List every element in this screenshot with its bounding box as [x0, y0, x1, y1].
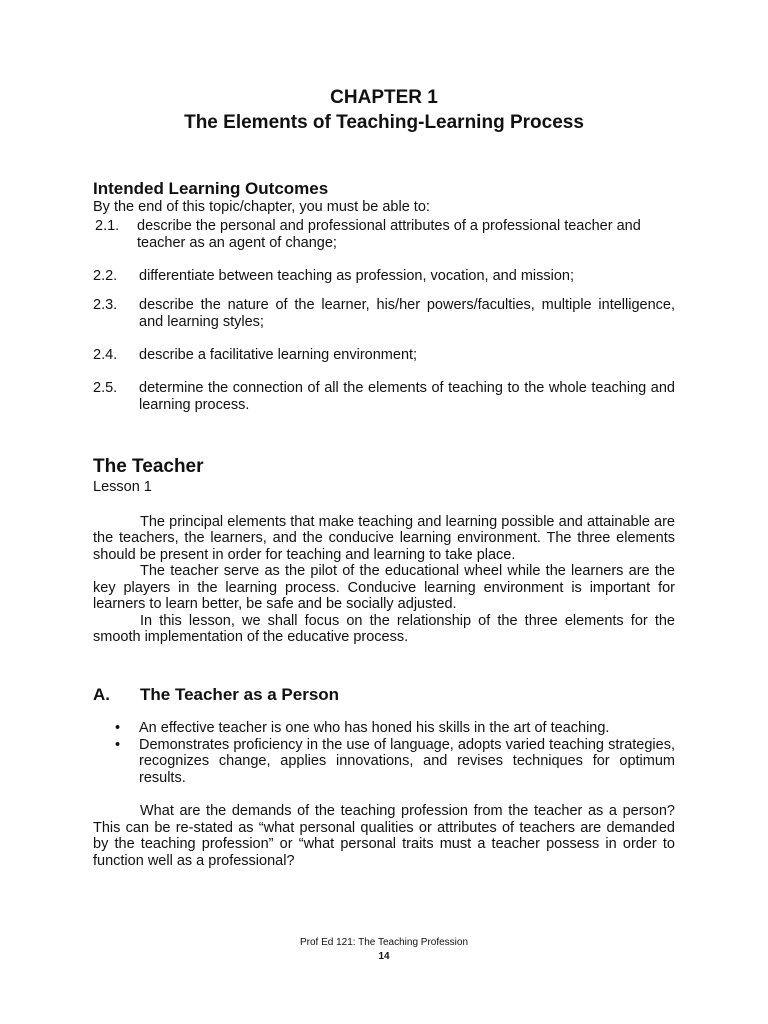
outcome-number: 2.2.: [93, 268, 118, 284]
page-footer: [0, 936, 768, 964]
bullet-text: Demonstrates proficiency in the use of language, adopts varied teaching strategies, recognizes change, applies innovations, and revises techniques for optimum results.: [139, 736, 675, 786]
outcome-item: [93, 268, 675, 285]
bullet-icon: •: [115, 736, 121, 753]
section-heading: [93, 684, 675, 706]
bullet-icon: •: [115, 720, 121, 736]
learning-outcomes-intro: By the end of this topic/chapter, you must be able to:: [93, 199, 430, 215]
outcome-text: describe the personal and professional attributes of a professional teacher and: [137, 218, 641, 234]
footer-course: Prof Ed 121: The Teaching Profession: [299, 937, 469, 948]
body-paragraph: The teacher serve as the pilot of the educational wheel while the learners are the key players in the learning process. Conducive learning environment is important for learners to learn better, be safe and be socially adjusted.: [93, 563, 675, 612]
question-paragraph: What are the demands of the teaching profession from the teacher as a person? This can be re-stated as “what personal qualities or attributes of teachers are demanded by the teaching profession” or “what personal traits must a teacher possess in order to function well as a professional?: [93, 803, 675, 869]
outcome-item: [95, 218, 675, 252]
outcome-text: describe the nature of the learner, his/her powers/faculties, multiple intelligence, and learning styles;: [139, 297, 675, 330]
learning-outcomes-section: [93, 179, 675, 414]
section-letter: A.: [93, 685, 110, 704]
bullet-list: [93, 720, 675, 786]
outcome-number: 2.4.: [93, 347, 118, 363]
lesson-label: Lesson 1: [93, 479, 152, 495]
chapter-header: [0, 86, 768, 136]
body-paragraph: In this lesson, we shall focus on the relationship of the three elements for the smooth implementation of the educative process.: [93, 612, 675, 645]
teacher-heading: The Teacher: [93, 456, 204, 477]
outcome-item: [93, 297, 675, 331]
outcome-text: differentiate between teaching as profession, vocation, and mission;: [139, 268, 574, 284]
outcome-item: [93, 347, 675, 364]
chapter-title: The Elements of Teaching-Learning Process: [184, 112, 584, 133]
bullet-item: [93, 720, 675, 737]
outcome-text-continued: teacher as an agent of change;: [137, 235, 337, 251]
bullet-text: An effective teacher is one who has honed his skills in the art of teaching.: [139, 720, 610, 736]
section-title: The Teacher as a Person: [140, 685, 340, 704]
chapter-number: CHAPTER 1: [330, 87, 438, 108]
page-number: 14: [378, 951, 390, 962]
learning-outcomes-heading: Intended Learning Outcomes: [93, 179, 329, 198]
outcome-number: 2.5.: [93, 380, 118, 396]
outcome-number: 2.1.: [95, 218, 120, 234]
teacher-as-person-section: [93, 684, 675, 869]
outcome-item: [93, 380, 675, 414]
bullet-item: [93, 737, 675, 787]
body-paragraph: The principal elements that make teaching and learning possible and attainable are the teachers, the learners, and the conducive learning environment. The three elements should be present in order for teaching and learning to take place.: [93, 513, 675, 563]
teacher-section: [93, 455, 675, 646]
outcome-text: describe a facilitative learning environment;: [139, 347, 418, 363]
outcome-number: 2.3.: [93, 297, 118, 313]
outcome-text: determine the connection of all the elements of teaching to the whole teaching and learning process.: [139, 380, 675, 413]
